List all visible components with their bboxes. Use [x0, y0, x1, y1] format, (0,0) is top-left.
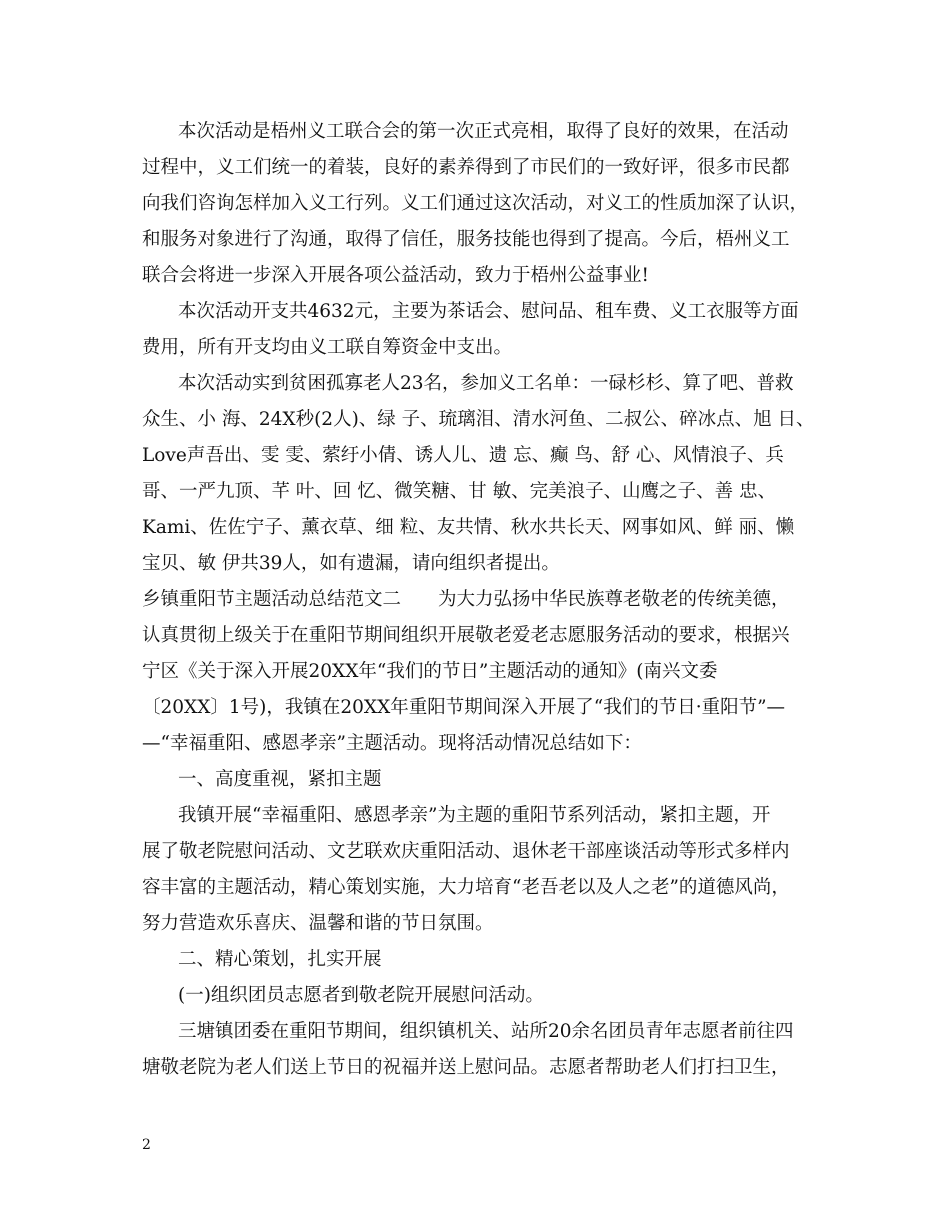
- text-line: 努力营造欢乐喜庆、温馨和谐的节日氛围。: [142, 913, 494, 934]
- text-line: 众生、小 海、24X秒(2人)、绿 子、琉璃泪、清水河鱼、二叔公、碎冰点、旭 日、: [142, 409, 815, 430]
- subheading-line: (一)组织团员志愿者到敬老院开展慰问活动。: [178, 985, 544, 1006]
- text-line: 费用，所有开支均由义工联自筹资金中支出。: [142, 337, 513, 358]
- text-line: 和服务对象进行了沟通，取得了信任，服务技能也得到了提高。今后，梧州义工: [142, 229, 790, 250]
- section-title-line: 乡镇重阳节主题活动总结范文二 为大力弘扬中华民族尊老敬老的传统美德，: [142, 589, 790, 610]
- text-line: 宝贝、敏 伊共39人，如有遗漏，请向组织者提出。: [142, 553, 560, 574]
- text-line: 〔20XX〕1号)，我镇在20XX年重阳节期间深入开展了“我们的节日·重阳节”—: [142, 697, 786, 718]
- text-line: 本次活动开支共4632元，主要为茶话会、慰问品、租车费、义工衣服等方面: [178, 301, 799, 322]
- text-line: 本次活动实到贫困孤寡老人23名，参加义工名单：一碌杉杉、算了吧、普救: [178, 373, 794, 394]
- text-line: 宁区《关于深入开展20XX年“我们的节日”主题活动的通知》(南兴文委: [142, 661, 718, 682]
- text-line: Love声吾出、雯 雯、萦纡小倩、诱人儿、遗 忘、癫 鸟、舒 心、风情浪子、兵: [142, 445, 784, 466]
- text-line: 三塘镇团委在重阳节期间，组织镇机关、站所20余名团员青年志愿者前往四: [178, 1021, 794, 1042]
- text-line: Kami、佐佐宁子、薰衣草、细 粒、友共情、秋水共长天、网事如风、鲜 丽、懒: [142, 517, 795, 538]
- text-line: 本次活动是梧州义工联合会的第一次正式亮相，取得了良好的效果，在活动: [178, 121, 789, 142]
- text-line: 联合会将进一步深入开展各项公益活动，致力于梧州公益事业!: [142, 265, 649, 286]
- text-line: 展了敬老院慰问活动、文艺联欢庆重阳活动、退休老干部座谈活动等形式多样内: [142, 841, 790, 862]
- page-number: 2: [142, 1137, 151, 1153]
- heading-line: 二、精心策划，扎实开展: [178, 949, 382, 970]
- heading-line: 一、高度重视，紧扣主题: [178, 769, 382, 790]
- text-line: 认真贯彻上级关于在重阳节期间组织开展敬老爱老志愿服务活动的要求，根据兴: [142, 625, 790, 646]
- text-line: 哥、一严九顶、芊 叶、回 忆、微笑糖、甘 敏、完美浪子、山鹰之子、善 忠、: [142, 481, 777, 502]
- text-line: 过程中，义工们统一的着装，良好的素养得到了市民们的一致好评，很多市民都: [142, 157, 790, 178]
- text-line: 向我们咨询怎样加入义工行列。义工们通过这次活动，对义工的性质加深了认识，: [142, 193, 809, 214]
- text-line: 塘敬老院为老人们送上节日的祝福并送上慰问品。志愿者帮助老人们打扫卫生，: [142, 1057, 790, 1078]
- text-line: 容丰富的主题活动，精心策划实施，大力培育“老吾老以及人之老”的道德风尚，: [142, 877, 790, 898]
- text-line: —“幸福重阳、感恩孝亲”主题活动。现将活动情况总结如下：: [142, 733, 642, 754]
- text-line: 我镇开展“幸福重阳、感恩孝亲”为主题的重阳节系列活动，紧扣主题，开: [178, 805, 771, 826]
